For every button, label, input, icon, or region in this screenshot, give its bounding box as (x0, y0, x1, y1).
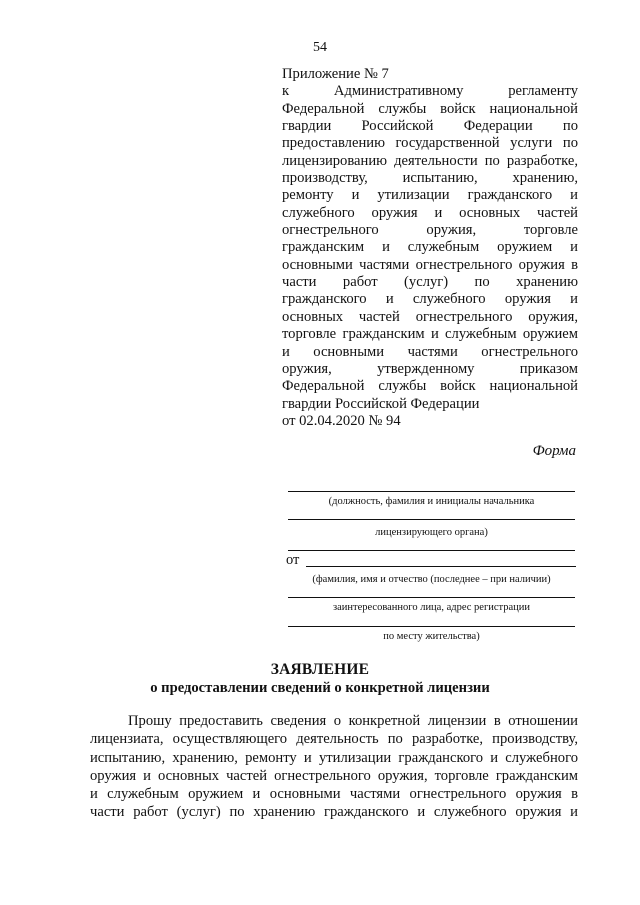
applicant-line-2 (288, 597, 575, 598)
body-line: части работ (услуг) по хранению гражданского и служебного оружия и (90, 804, 578, 821)
applicant-line-0 (288, 550, 575, 551)
appendix-line: служебного оружия и основных частей (282, 204, 578, 221)
appendix-line: Федеральной службы войск национальной (282, 378, 578, 395)
body-line: Прошу предоставить сведения о конкретной лицензии в отношении (128, 713, 578, 729)
appendix-line: гражданского и служебного оружия и (282, 291, 578, 308)
appendix-line: к Административному регламенту (282, 83, 578, 100)
appendix-line: оружия, утвержденному приказом (282, 360, 578, 377)
applicant-hint-3: по месту жительства) (383, 631, 480, 642)
appendix-line: части работ (услуг) по хранению (282, 274, 578, 291)
addressee-line-2 (288, 519, 575, 520)
appendix-line: гражданским и служебным оружием и (282, 239, 578, 256)
body-line: оружия и основных частей огнестрельного оружия, торговле гражданским (90, 767, 578, 784)
applicant-from-row (286, 552, 576, 570)
addressee-field-2 (288, 519, 575, 539)
applicant-hint-1: (фамилия, имя и отчество (последнее – при наличии) (312, 574, 551, 585)
appendix-line: предоставлению государственной услуги по (282, 135, 578, 152)
form-label: Форма (532, 443, 576, 459)
body-line: и служебным оружием и основными частями огнестрельного оружия в (90, 786, 578, 803)
applicant-from-label: от (286, 552, 300, 568)
applicant-line-1 (306, 566, 576, 567)
appendix-line: производству, испытанию, хранению, (282, 170, 578, 187)
body-line: лицензиата, осуществляющего деятельность по разработке, производству, (90, 731, 578, 748)
applicant-hint-2: заинтересованного лица, адрес регистрации (332, 602, 531, 613)
applicant-top-line (288, 550, 575, 551)
appendix-line: Приложение № 7 (282, 66, 389, 82)
appendix-line: от 02.04.2020 № 94 (282, 412, 401, 429)
appendix-line: гвардии Российской Федерации по (282, 118, 578, 135)
appendix-reference (282, 66, 578, 430)
document-title: ЗАЯВЛЕНИЕ (270, 661, 370, 678)
appendix-line: и основными частями огнестрельного (282, 343, 578, 360)
document-subtitle: о предоставлении сведений о конкретной лицензии (150, 680, 490, 696)
appendix-line: огнестрельного оружия, торговле (282, 222, 578, 239)
body-line: испытанию, хранению, ремонту и утилизации гражданского и служебного (90, 749, 578, 766)
applicant-field-2 (288, 597, 575, 614)
addressee-hint-2: лицензирующего органа) (375, 527, 488, 538)
appendix-line: гвардии Российской Федерации (282, 395, 480, 412)
body-text (90, 712, 578, 822)
appendix-line: Федеральной службы войск национальной (282, 100, 578, 117)
applicant-field-3 (288, 626, 575, 643)
appendix-line: лицензированию деятельности по разработке, (282, 152, 578, 169)
applicant-line-3 (288, 626, 575, 627)
appendix-line: торговле гражданским и служебным оружием (282, 326, 578, 343)
addressee-line-1 (288, 491, 575, 492)
addressee-field-1 (288, 491, 575, 508)
appendix-line: ремонту и утилизации гражданского и (282, 187, 578, 204)
appendix-line: основными частями огнестрельного оружия в (282, 256, 578, 273)
page-number: 54 (313, 40, 327, 55)
addressee-hint-1: (должность, фамилия и инициалы начальника (328, 496, 535, 507)
appendix-line: основных частей огнестрельного оружия, (282, 308, 578, 325)
applicant-hint-1-block (288, 570, 575, 586)
